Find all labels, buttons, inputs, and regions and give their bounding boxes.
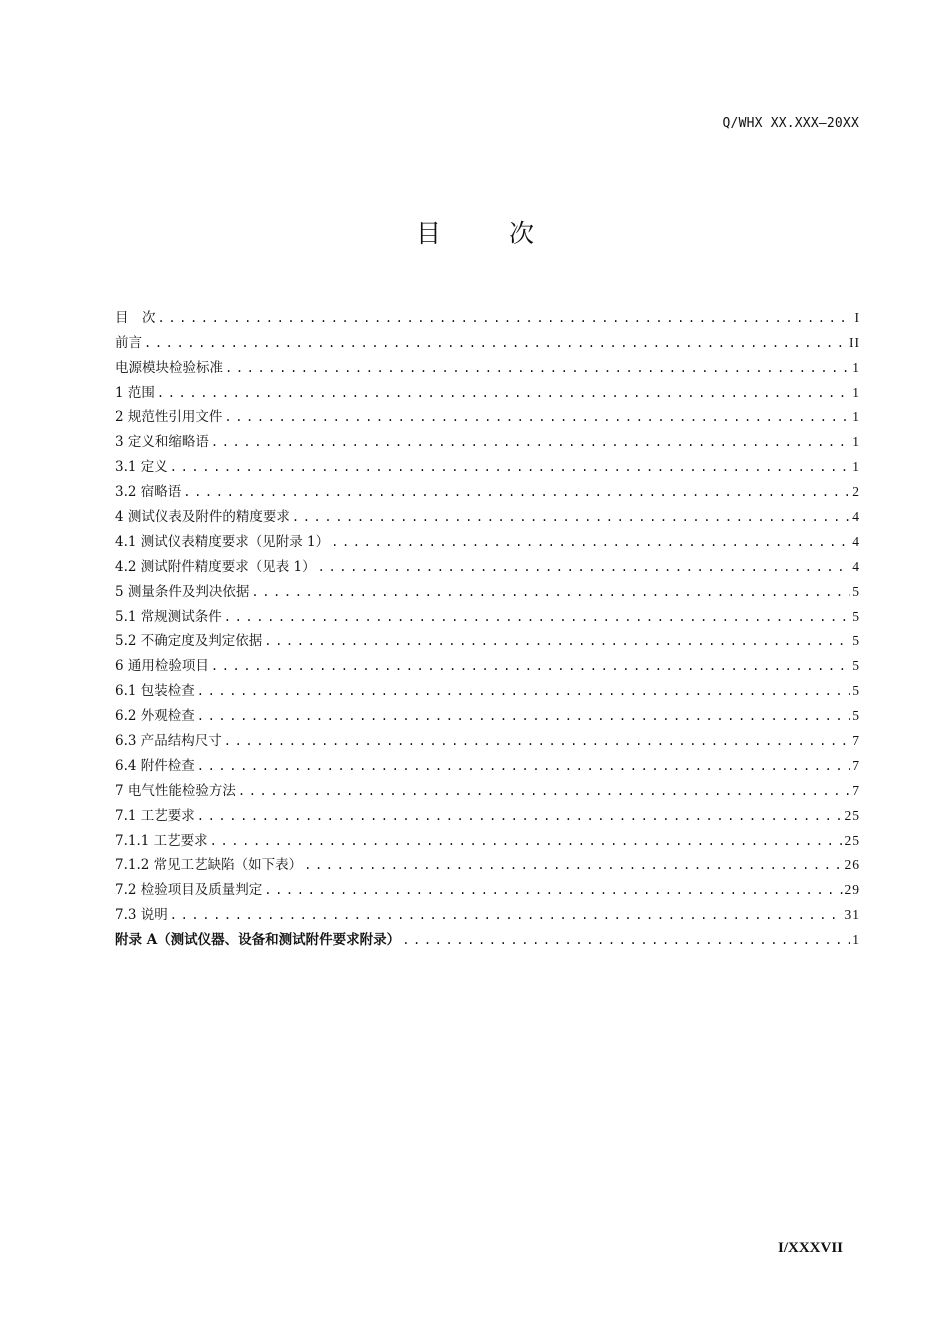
footer-page-number: I/XXXVII — [777, 1240, 843, 1256]
toc-leader-dots — [197, 707, 850, 725]
toc-entry-page: 5 — [852, 708, 860, 724]
toc-leader-dots — [304, 856, 842, 874]
toc-leader-dots — [197, 682, 850, 700]
toc-leader-dots — [210, 832, 843, 850]
toc-entry-page: 7 — [852, 733, 860, 749]
toc-entry-page: 26 — [844, 857, 860, 873]
toc-entry-label: 7.1 工艺要求 — [115, 807, 195, 824]
toc-entry[interactable] — [115, 874, 860, 899]
toc-leader-dots — [264, 632, 850, 650]
toc-entry-label: 6.1 包装检查 — [115, 683, 195, 700]
toc-entry-page: 5 — [852, 633, 860, 649]
toc-entry-page: 25 — [844, 832, 860, 848]
toc-entry-label: 7 电气性能检验方法 — [115, 782, 236, 799]
toc-entry-label: 5.2 不确定度及判定依据 — [115, 633, 263, 650]
toc-entry-page: 1 — [852, 434, 860, 450]
toc-entry-page: 5 — [852, 683, 860, 699]
toc-entry-page: 31 — [844, 907, 860, 923]
toc-leader-dots — [251, 583, 850, 601]
toc-entry-label: 4.2 测试附件精度要求（见表 1） — [115, 558, 316, 575]
toc-entry-label: 3 定义和缩略语 — [115, 434, 209, 451]
table-of-contents — [115, 302, 860, 949]
toc-leader-dots — [157, 384, 850, 402]
toc-leader-dots — [211, 657, 850, 675]
toc-leader-dots — [224, 732, 850, 750]
toc-entry-page: 4 — [852, 509, 860, 525]
toc-entry[interactable] — [115, 775, 860, 800]
toc-entry-page: 4 — [852, 533, 860, 549]
toc-entry-label: 7.1.2 常见工艺缺陷（如下表） — [115, 857, 303, 874]
toc-entry-page: 1 — [852, 409, 860, 425]
toc-entry[interactable] — [115, 825, 860, 850]
toc-entry-label: 6.3 产品结构尺寸 — [115, 733, 222, 750]
toc-leader-dots — [224, 608, 850, 626]
toc-entry[interactable] — [115, 601, 860, 626]
toc-entry-page: 7 — [852, 757, 860, 773]
toc-leader-dots — [318, 558, 851, 576]
toc-entry-label: 5.1 常规测试条件 — [115, 608, 222, 625]
toc-entry-label: 7.3 说明 — [115, 907, 168, 924]
toc-entry[interactable] — [115, 476, 860, 501]
toc-entry-page: 25 — [844, 807, 860, 823]
toc-entry[interactable] — [115, 700, 860, 725]
toc-entry-label: 前言 — [115, 334, 142, 351]
toc-leader-dots — [238, 782, 850, 800]
toc-entry-label: 3.2 宿略语 — [115, 484, 182, 501]
toc-entry[interactable] — [115, 750, 860, 775]
toc-leader-dots — [170, 906, 843, 924]
toc-entry[interactable] — [115, 377, 860, 402]
toc-entry-page: 7 — [852, 782, 860, 798]
toc-leader-dots — [211, 433, 850, 451]
toc-entry[interactable] — [115, 850, 860, 875]
toc-entry-label: 目 次 — [115, 309, 156, 326]
toc-entry-page: 5 — [852, 583, 860, 599]
toc-entry-label: 5 测量条件及判决依据 — [115, 583, 250, 600]
toc-entry-label: 2 规范性引用文件 — [115, 409, 223, 426]
toc-entry[interactable] — [115, 501, 860, 526]
toc-entry-page: 2 — [852, 484, 860, 500]
document-code: Q/WHX XX.XXX—20XX — [722, 116, 859, 131]
toc-entry[interactable] — [115, 352, 860, 377]
toc-entry-page: 4 — [852, 558, 860, 574]
toc-entry-page: 5 — [852, 658, 860, 674]
toc-entry[interactable] — [115, 551, 860, 576]
toc-entry-label: 7.2 检验项目及质量判定 — [115, 882, 263, 899]
toc-leader-dots — [170, 458, 850, 476]
toc-leader-dots — [225, 359, 850, 377]
toc-entry-label: 1 范围 — [115, 384, 155, 401]
toc-entry-page: 5 — [852, 608, 860, 624]
toc-title: 目 次 — [416, 219, 564, 248]
toc-entry[interactable] — [115, 924, 860, 949]
toc-leader-dots — [197, 757, 850, 775]
toc-leader-dots — [224, 408, 850, 426]
toc-entry[interactable] — [115, 899, 860, 924]
toc-leader-dots — [183, 483, 850, 501]
toc-entry-label: 7.1.1 工艺要求 — [115, 832, 208, 849]
toc-entry[interactable] — [115, 302, 860, 327]
toc-entry[interactable] — [115, 675, 860, 700]
toc-entry[interactable] — [115, 426, 860, 451]
toc-entry-label: 4.1 测试仪表精度要求（见附录 1） — [115, 533, 330, 550]
toc-entry-label: 6.2 外观检查 — [115, 708, 195, 725]
toc-entry[interactable] — [115, 650, 860, 675]
toc-leader-dots — [197, 807, 843, 825]
toc-entry-page: I — [854, 309, 860, 325]
toc-entry[interactable] — [115, 451, 860, 476]
toc-entry-label: 附录 A（测试仪器、设备和测试附件要求附录） — [115, 932, 401, 949]
toc-leader-dots — [292, 508, 850, 526]
toc-entry[interactable] — [115, 402, 860, 427]
toc-entry-label: 6 通用检验项目 — [115, 658, 209, 675]
toc-entry[interactable] — [115, 576, 860, 601]
toc-entry[interactable] — [115, 526, 860, 551]
toc-entry-label: 3.1 定义 — [115, 459, 168, 476]
toc-entry-label: 6.4 附件检查 — [115, 757, 195, 774]
toc-leader-dots — [264, 881, 842, 899]
toc-entry-page: II — [849, 334, 860, 350]
toc-entry-label: 4 测试仪表及附件的精度要求 — [115, 509, 290, 526]
toc-entry-label: 电源模块检验标准 — [115, 359, 223, 376]
toc-leader-dots — [331, 533, 850, 551]
toc-entry[interactable] — [115, 800, 860, 825]
toc-entry[interactable] — [115, 626, 860, 651]
toc-entry-page: 1 — [852, 384, 860, 400]
toc-entry-page: 29 — [844, 882, 860, 898]
toc-entry[interactable] — [115, 725, 860, 750]
toc-leader-dots — [144, 334, 847, 352]
toc-entry-page: 1 — [852, 932, 860, 948]
toc-entry-page: 1 — [852, 359, 860, 375]
toc-entry[interactable] — [115, 327, 860, 352]
toc-leader-dots — [158, 309, 853, 327]
toc-leader-dots — [402, 931, 850, 949]
toc-entry-page: 1 — [852, 459, 860, 475]
